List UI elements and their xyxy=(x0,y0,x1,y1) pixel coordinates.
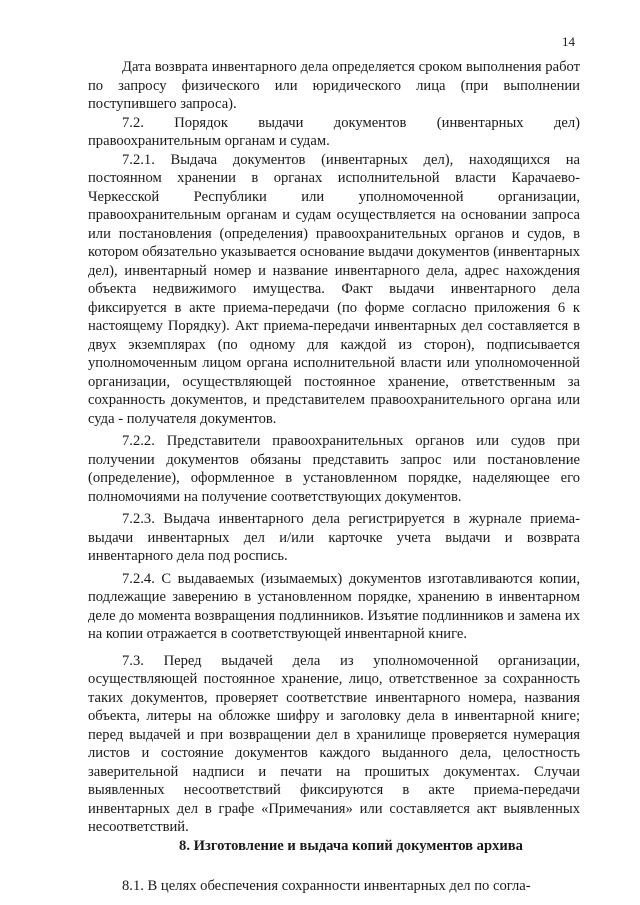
paragraph-7-2: 7.2. Порядок выдачи документов (инвентарных дел) правоохранительным органам и судам. xyxy=(88,114,580,149)
page-number: 14 xyxy=(562,34,575,49)
paragraph-7-2-4: 7.2.4. С выдаваемых (изымаемых) документов изготавливаются копии, подлежащие заверению в установленном порядке, хранению в инвентарном деле до момента возвращения подлинников. Изъятие подлинников и замена их на копии отражается в соответствующей инвентарной книге. xyxy=(88,570,580,642)
paragraph-7-2-2: 7.2.2. Представители правоохранительных органов или судов при получении документов обязаны представить запрос или постановление (определение), оформленное в установленном порядке, наделяющее его полномочиями на получение соответствующих документов. xyxy=(88,433,580,505)
paragraph-return-date: Дата возврата инвентарного дела определяется сроком выполнения работ по запросу физического или юридического лица (при выполнении поступившего запроса). xyxy=(88,59,580,112)
paragraph-7-2-1: 7.2.1. Выдача документов (инвентарных дел), находящихся на постоянном хранении в органах исполнительной власти Карачаево-Черкесской Республики или уполномоченной организации, правоохранительным органам и судам осуществляется на основании запроса или постановления (определения) правоохранительных органов и судов, в котором обязательно указывается основание выдачи документов (инвентарных дел), инвентарный номер и название инвентарного дела, адрес нахождения объекта недвижимого имущества. Факт выдачи инвентарного дела фиксируется в акте приема-передачи (по форме согласно приложения 6 к настоящему Порядку). Акт приема-передачи инвентарных дел составляется в двух экземплярах (по одному для каждой из сторон), подписывается уполномоченным лицом органа исполнительной власти или уполномоченной организации, осуществляющей постоянное хранение, ответственным за сохранность документов, и представителем правоохранительного органа или суда - получателя документов. xyxy=(88,151,580,427)
paragraph-7-3: 7.3. Перед выдачей дела из уполномоченной организации, осуществляющей постоянное хранение, лицо, ответственное за сохранность таких документов, проверяет соответствие инвентарного номера, названия объекта, литеры на обложке шифру и заголовку дела в инвентарной книге; перед выдачей и при возвращении дел в хранилище проверяется нумерация листов и состояние документов каждого выданного дела, целостность заверительной надписи и печати на прошитых документах. Случаи выявленных несоответствий фиксируются в акте приема-передачи инвентарных дел в графе «Примечания» или составляется акт выявленных несоответствий. xyxy=(88,652,580,835)
paragraph-7-2-3: 7.2.3. Выдача инвентарного дела регистрируется в журнале приема-выдачи инвентарных дел и/или карточке учета выдачи и возврата инвентарного дела под роспись. xyxy=(88,511,580,564)
document-body xyxy=(88,58,580,896)
section-8-heading: 8. Изготовление и выдача копий документов архива xyxy=(179,837,523,854)
paragraph-8-1: 8.1. В целях обеспечения сохранности инвентарных дел по согла- xyxy=(122,878,531,894)
